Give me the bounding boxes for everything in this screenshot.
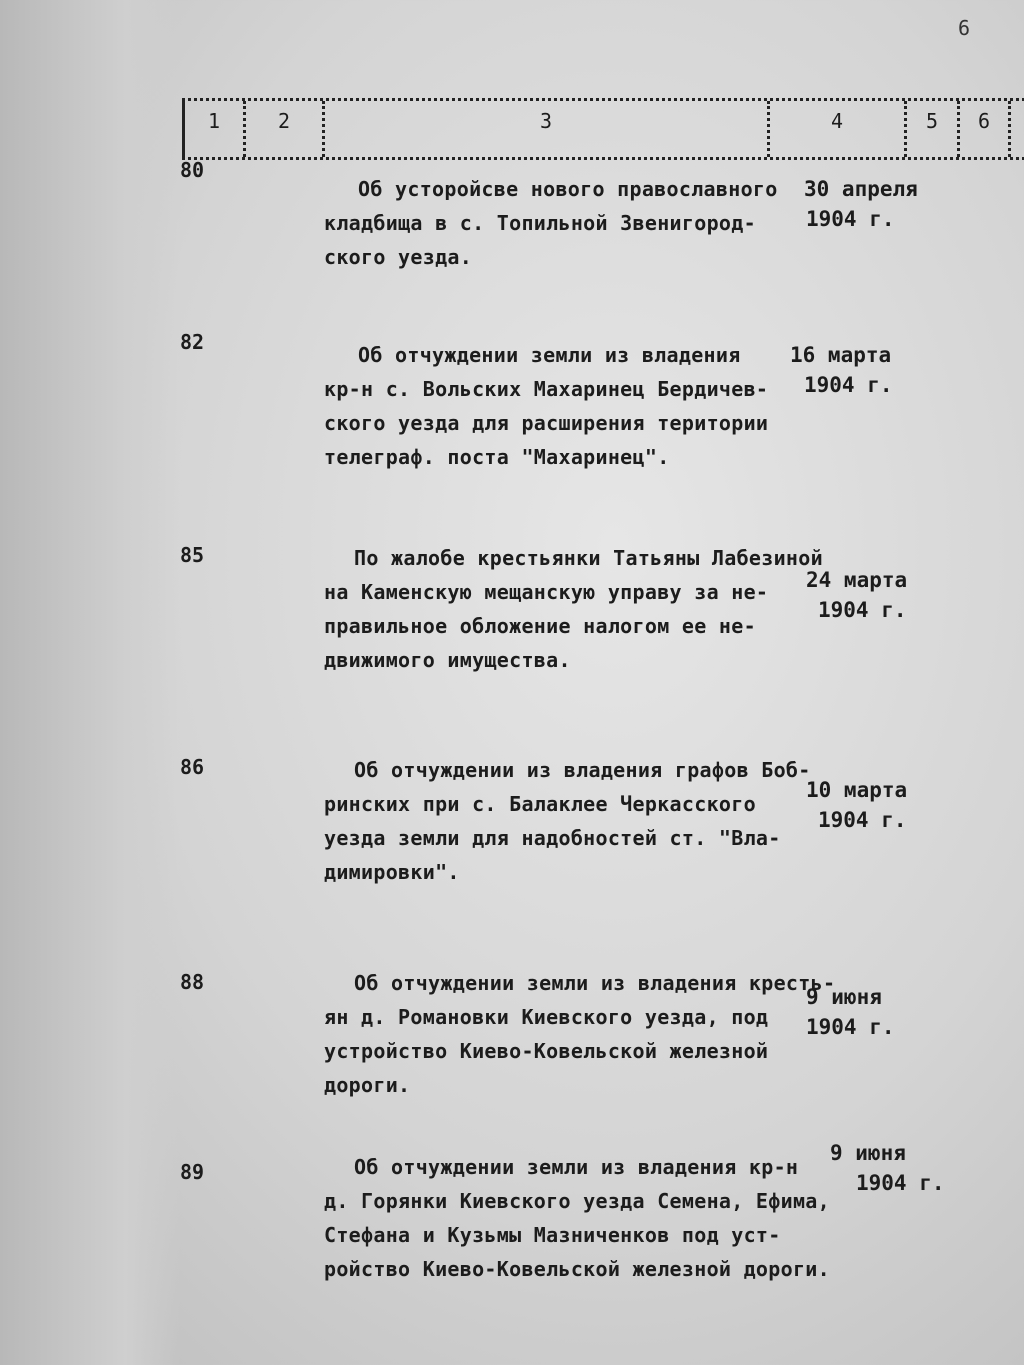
row-number: 86 xyxy=(180,755,205,779)
column-header-3: 3 xyxy=(325,101,770,157)
row-number: 82 xyxy=(180,330,205,354)
date-line: 9 июня xyxy=(830,1141,906,1165)
text-line: Об отчуждении земли из владения кресть- xyxy=(354,971,836,995)
text-line: ского уезда для расширения територии xyxy=(324,411,769,435)
date-line: 1904 г. xyxy=(806,207,895,231)
text-line: уезда земли для надобностей ст. "Вла- xyxy=(324,826,781,850)
row-date xyxy=(806,982,895,1042)
date-line: 1904 г. xyxy=(804,373,893,397)
row-description xyxy=(324,753,811,889)
column-header-6: 6 xyxy=(960,101,1011,157)
date-line: 1904 г. xyxy=(818,598,907,622)
text-line: ского уезда. xyxy=(324,245,473,269)
date-line: 1904 г. xyxy=(806,1015,895,1039)
text-line: правильное обложение налогом ее не- xyxy=(324,614,756,638)
row-number: 89 xyxy=(180,1160,205,1184)
text-line: д. Горянки Киевского уезда Семена, Ефима, xyxy=(324,1189,830,1213)
column-header-1: 1 xyxy=(185,101,246,157)
column-header-2: 2 xyxy=(246,101,325,157)
column-header-4: 4 xyxy=(770,101,907,157)
row-number: 85 xyxy=(180,543,205,567)
text-line: димировки". xyxy=(324,860,460,884)
row-date xyxy=(806,775,907,835)
date-line: 30 апреля xyxy=(804,177,918,201)
text-line: Об отчуждении земли из владения кр-н xyxy=(354,1155,799,1179)
binding-edge xyxy=(0,0,180,1365)
text-line: Стефана и Кузьмы Мазниченков под уст- xyxy=(324,1223,781,1247)
row-number: 80 xyxy=(180,158,205,182)
text-line: ринских при с. Балаклее Черкасского xyxy=(324,792,756,816)
row-description xyxy=(324,338,804,474)
text-line: дороги. xyxy=(324,1073,411,1097)
text-line: телеграф. поста "Махаринец". xyxy=(324,445,670,469)
date-line: 24 марта xyxy=(806,568,908,592)
text-line: По жалобе крестьянки Татьяны Лабезиной xyxy=(354,546,823,570)
column-header-table xyxy=(182,98,1024,160)
text-line: движимого имущества. xyxy=(324,648,571,672)
date-line: 10 марта xyxy=(806,778,908,802)
row-description xyxy=(324,172,804,274)
column-header-5: 5 xyxy=(907,101,960,157)
text-line: кр-н с. Вольских Махаринец Бердичев- xyxy=(324,377,769,401)
date-line: 9 июня xyxy=(806,985,882,1009)
date-line: 1904 г. xyxy=(818,808,907,832)
row-description xyxy=(324,1150,884,1286)
row-description xyxy=(324,966,836,1102)
text-line: на Каменскую мещанскую управу за не- xyxy=(324,580,769,604)
text-line: устройство Киево-Ковельской железной xyxy=(324,1039,769,1063)
row-date xyxy=(804,174,918,234)
date-line: 1904 г. xyxy=(856,1171,945,1195)
row-number: 88 xyxy=(180,970,205,994)
date-line: 16 марта xyxy=(790,343,892,367)
text-line: ян д. Романовки Киевского уезда, под xyxy=(324,1005,769,1029)
row-date xyxy=(790,340,893,400)
row-date xyxy=(830,1138,945,1198)
page-number: 6 xyxy=(958,16,971,40)
text-line: ройство Киево-Ковельской железной дороги. xyxy=(324,1257,830,1281)
text-line: Об отчуждении земли из владения xyxy=(358,343,741,367)
text-line: Об отчуждении из владения графов Боб- xyxy=(354,758,811,782)
row-description xyxy=(324,541,823,677)
row-date xyxy=(806,565,907,625)
text-line: Об устоpойсве нового православного xyxy=(358,177,778,201)
text-line: кладбища в с. Топильной Звенигород- xyxy=(324,211,756,235)
